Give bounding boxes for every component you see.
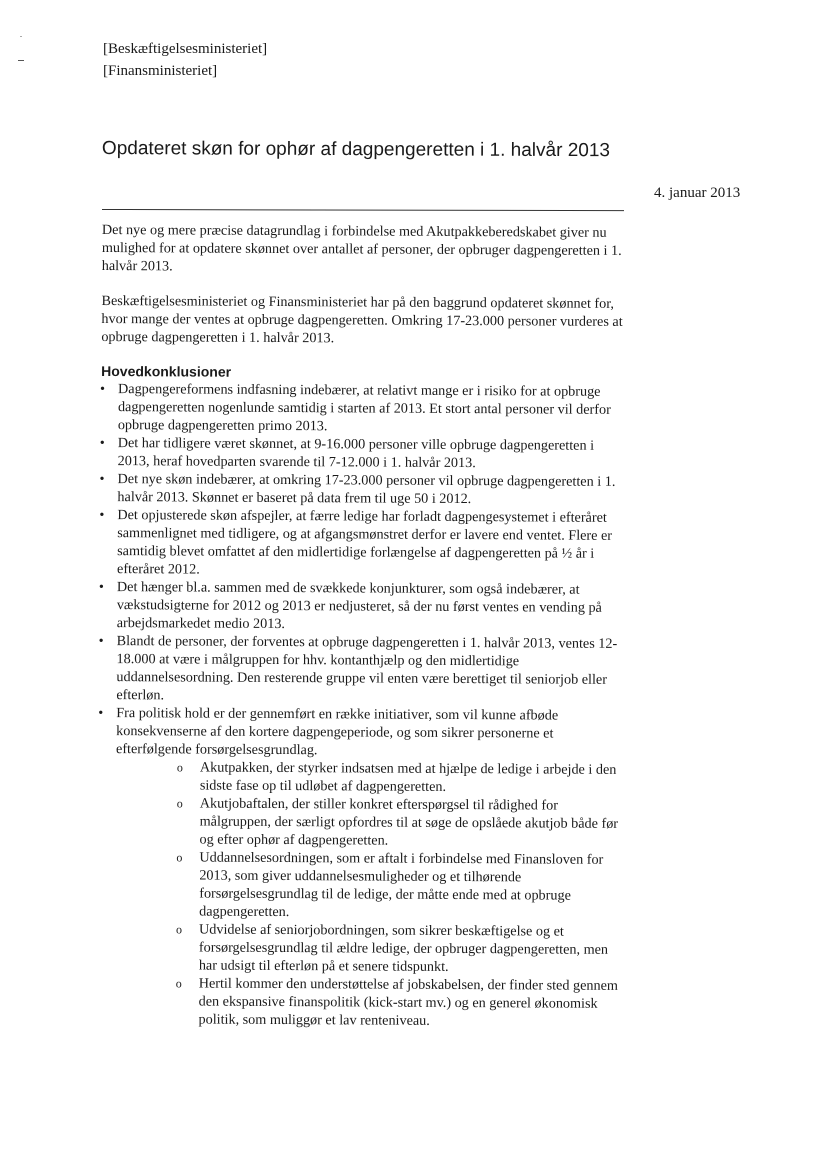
document-body	[97, 221, 627, 1031]
sub-bullet-marker: o	[176, 796, 183, 811]
sender-line: [Beskæftigelsesministeriet]	[103, 41, 268, 57]
sub-list-item-text: Uddannelsesordningen, som er aftalt i forbindelse med Finansloven for 2013, som giver uddannelsesmuligheder og et tilhørende forsørgelsesgrundlag til de ledige, der måtte ende med at opbruge dagpengeretten.	[199, 849, 604, 921]
document-title: Opdateret skøn for ophør af dagpengeretten i 1. halvår 2013	[101, 138, 611, 162]
list-item-text: Det hænger bl.a. sammen med de svækkede konjunkturer, som også indebærer, at vækstudsigterne for 2012 og 2013 er nedjusteret, så der nu først ventes en vending på arbejdsmarkedet medio 2013.	[116, 579, 602, 633]
scan-speck	[18, 60, 24, 61]
list-item	[99, 632, 625, 707]
list-item	[100, 578, 626, 635]
list-item-text: Dagpengereformens indfasning indebærer, at relativt mange er i risiko for at opbruge dagpengeretten nogenlunde samtidig i starten af 2013. Et stort antal personer vil derfor opbruge dagpengeretten primo 2013.	[117, 381, 611, 435]
bullet-marker: •	[99, 470, 105, 488]
sub-list-item-text: Hertil kommer den understøttelse af jobskabelsen, der finder sted gennem den ekspansive finanspolitik (kick-start mv.) og en generel økonomisk politik, som muliggør et lav renteniveau.	[198, 975, 618, 1029]
sub-list-item	[176, 759, 625, 797]
scan-speck	[20, 36, 22, 37]
section-heading: Hovedkonklusioner	[101, 362, 232, 380]
sender-block	[103, 38, 267, 82]
sub-list-item	[176, 849, 624, 923]
list-item	[97, 704, 625, 1031]
list-item	[101, 380, 627, 437]
bullet-marker: •	[98, 632, 104, 650]
list-item	[101, 434, 627, 473]
sender-line: [Finansministeriet]	[103, 63, 218, 79]
intro-paragraph: Beskæftigelsesministeriet og Finansministeriet har på den baggrund opdateret skønnet for, hvor mange der ventes at opbruge dagpengeretten. Omkring 17-23.000 personer vurderes at opbruge dagpengeretten i 1. halvår 2013.	[101, 292, 623, 347]
sub-bullet-marker: o	[176, 922, 183, 937]
conclusion-list	[97, 380, 627, 1031]
document-date: 4. januar 2013	[654, 185, 741, 201]
sub-bullet-marker: o	[175, 976, 182, 991]
initiative-sublist	[114, 758, 625, 1031]
bullet-marker: •	[98, 704, 104, 722]
list-item-text: Det opjusterede skøn afspejler, at færre ledige har forladt dagpengesystemet i efteråret sammenlignet med tidligere, og at afgangsmønstret derfor er lavere end ventet. Flere er samtidig blevet omfattet af den midlertidige forlængelse af dagpengeretten på ½ år i efteråret 2012.	[117, 507, 613, 578]
bullet-marker: •	[99, 506, 105, 524]
bullet-marker: •	[99, 434, 105, 452]
bullet-marker: •	[100, 380, 106, 398]
list-item	[100, 470, 626, 509]
sub-bullet-marker: o	[176, 760, 183, 775]
title-divider	[102, 209, 624, 211]
list-item-text: Blandt de personer, der forventes at opbruge dagpengeretten i 1. halvår 2013, ventes 12-18.000 at være i målgruppen for hhv. kontanthjælp og den midlertidige uddannelsesordning. Den resterende gruppe vil enten være berettiget til seniorjob eller efterløn.	[116, 633, 618, 704]
list-item-text: Fra politisk hold er der gennemført en række initiativer, som vil kunne afbøde konsekvenserne af den kortere dagpengeperiode, og som sikrer personerne et efterfølgende forsørgelsesgrundlag.	[116, 705, 559, 759]
list-item-text: Det har tidligere været skønnet, at 9-16.000 personer ville opbruge dagpengeretten i 2013, heraf hovedparten svarende til 7-12.000 i 1. halvår 2013.	[117, 435, 595, 472]
list-item-text: Det nye skøn indebærer, at omkring 17-23.000 personer vil opbruge dagpengeretten i 1. halvår 2013. Skønnet er baseret på data frem til uge 50 i 2012.	[117, 471, 616, 508]
sub-list-item	[176, 921, 624, 977]
sub-list-item	[175, 975, 623, 1031]
list-item	[100, 506, 626, 581]
sub-list-item-text: Akutpakken, der styrker indsatsen med at hjælpe de ledige i arbejde i den sidste fase op til udløbet af dagpengeretten.	[199, 759, 617, 795]
sub-list-item-text: Akutjobaftalen, der stiller konkret efterspørgsel til rådighed for målgruppen, der særligt opfordres til at søge de opslåede akutjob både før og efter ophør af dagpengeretten.	[199, 795, 619, 849]
sub-list-item	[176, 795, 624, 851]
intro-paragraph: Det nye og mere præcise datagrundlag i forbindelse med Akutpakkeberedskabet giver nu mulighed for at opdatere skønnet over antallet af personer, der opbruger dagpengeretten i 1. halvår 2013.	[101, 221, 622, 275]
bullet-marker: •	[98, 578, 104, 596]
sub-bullet-marker: o	[176, 850, 183, 865]
sub-list-item-text: Udvidelse af seniorjobordningen, som sikrer beskæftigelse og et forsørgelsesgrundlag til ældre ledige, der opbruger dagpengeretten, men har udsigt til efterløn på et senere tidspunkt.	[198, 921, 609, 975]
